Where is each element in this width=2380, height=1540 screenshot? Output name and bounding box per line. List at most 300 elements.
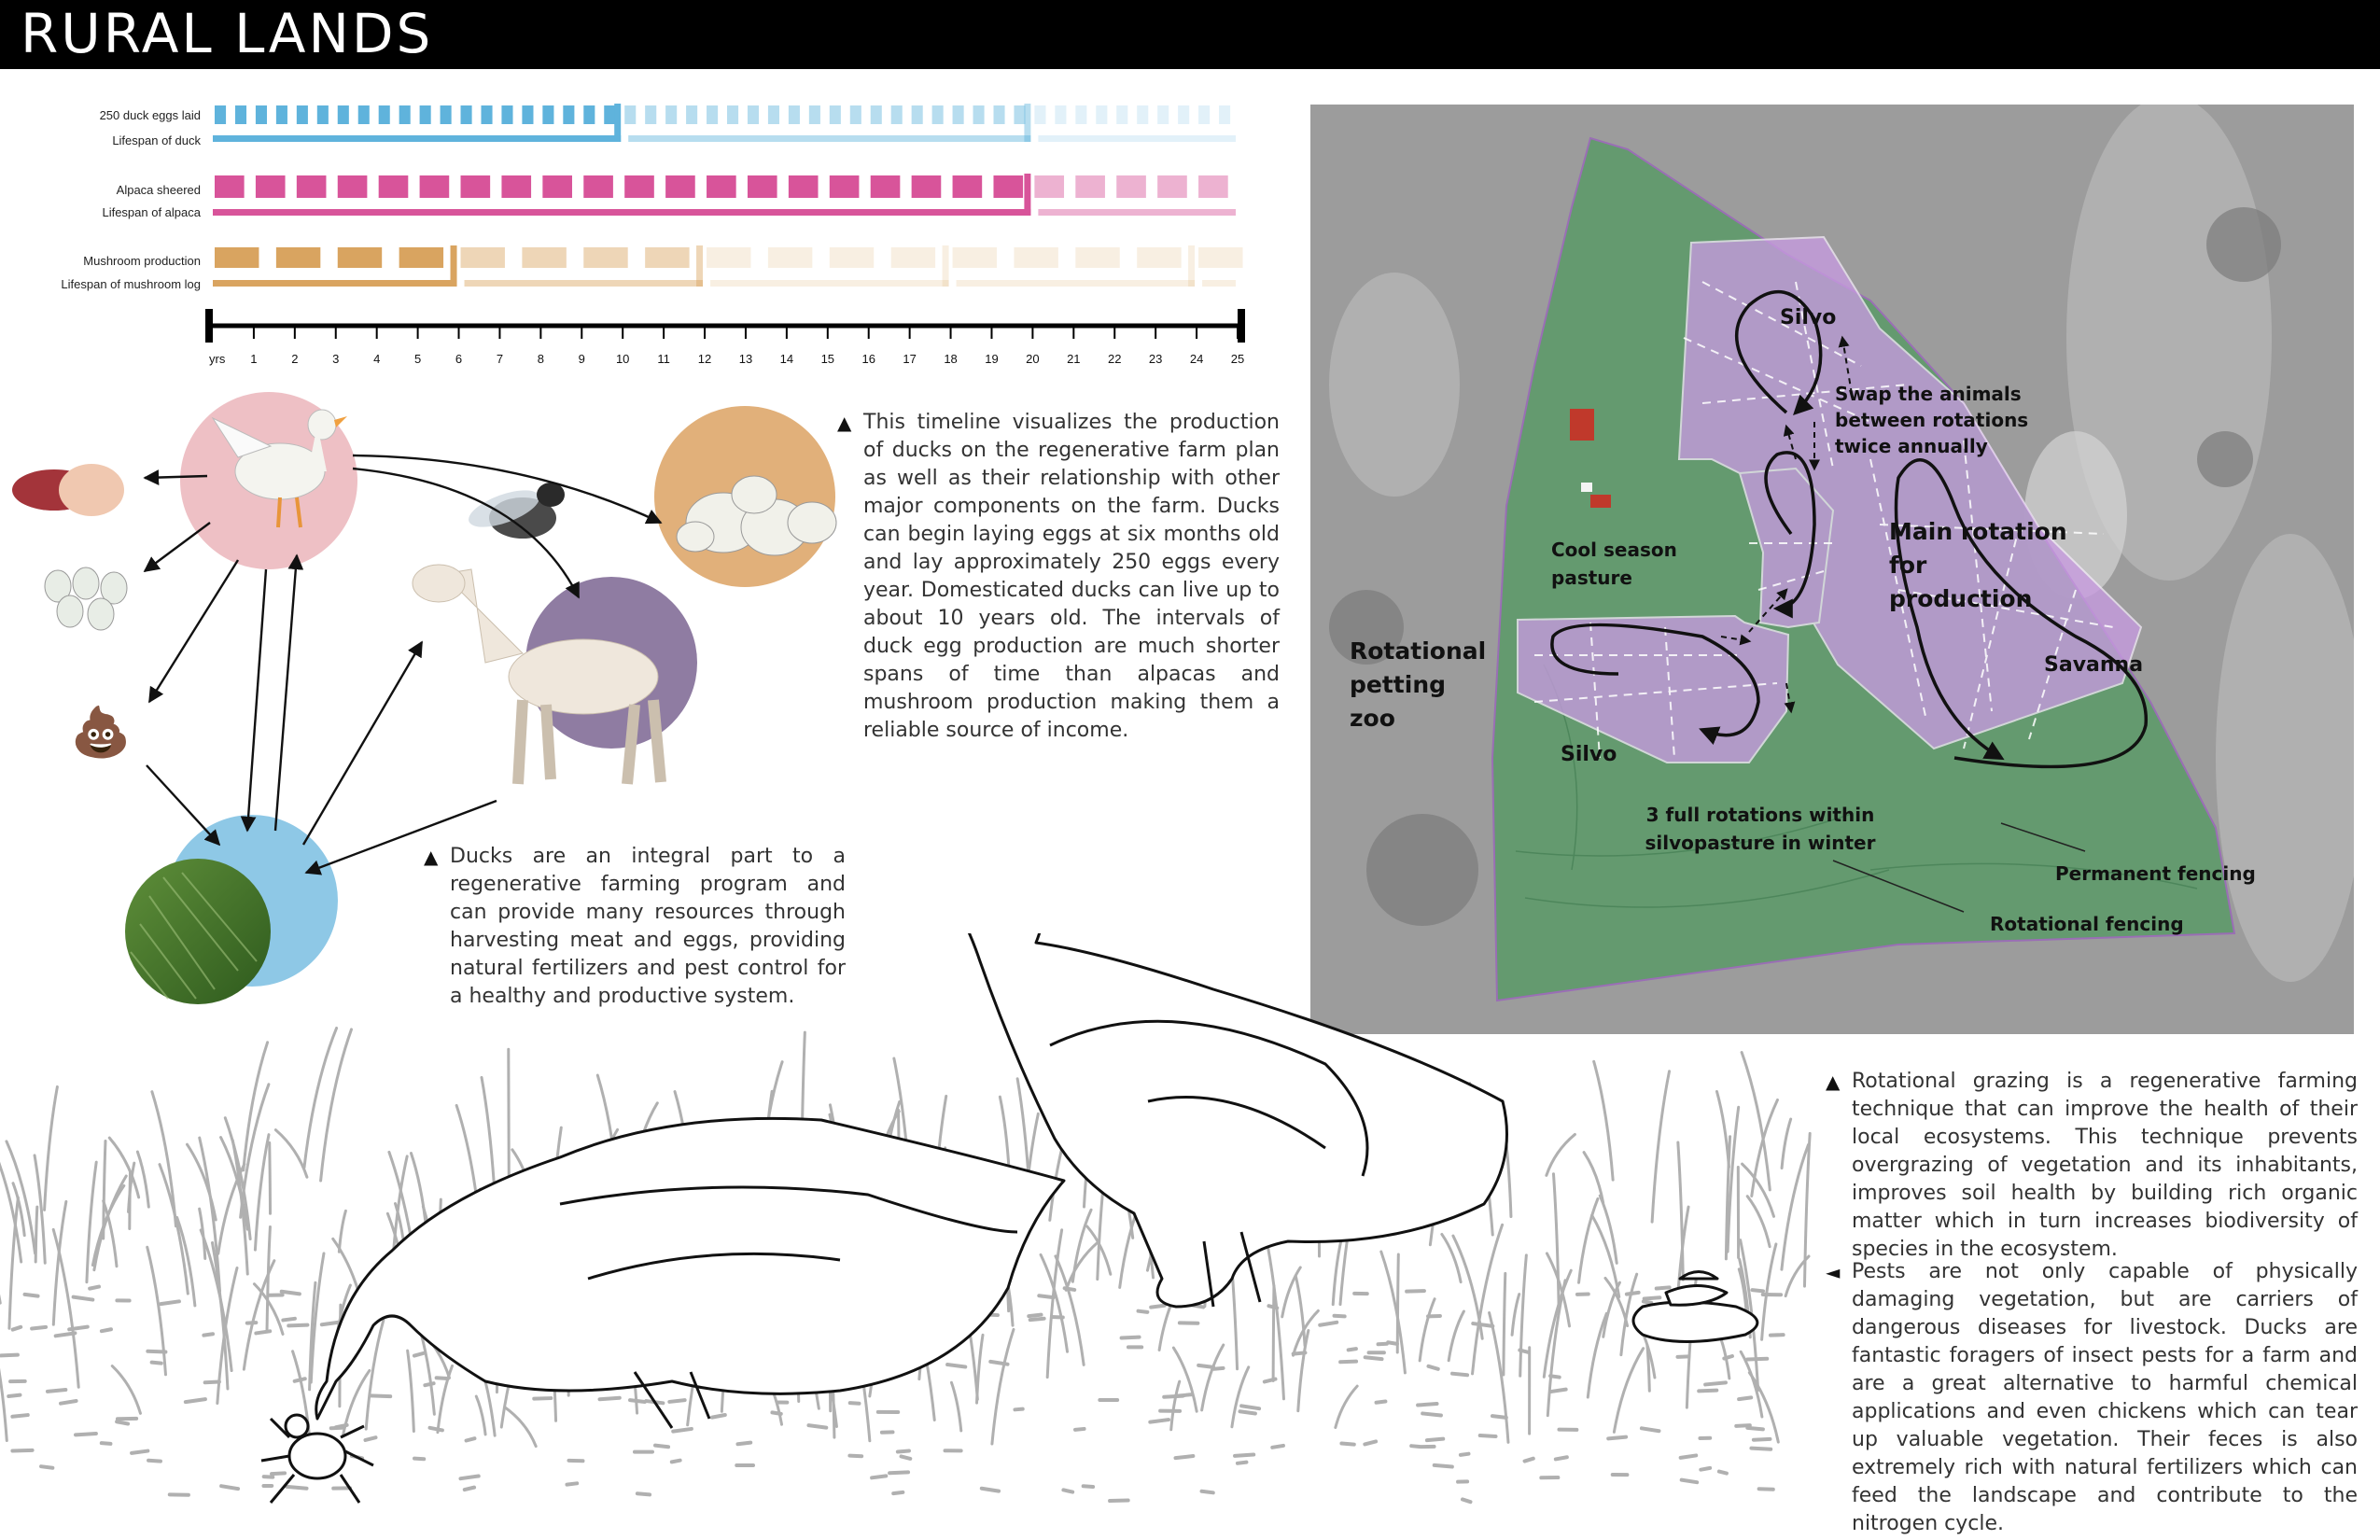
- grass-blade: [267, 1227, 270, 1330]
- ground-dash: [13, 1327, 21, 1330]
- grass-blade: [408, 1351, 414, 1431]
- grass-blade: [1449, 1311, 1463, 1361]
- grass-blade: [53, 1229, 78, 1387]
- duck-production-block: [604, 105, 615, 124]
- duck-production-block: [563, 105, 574, 124]
- duck-production-block: [481, 105, 492, 124]
- ground-dash: [1110, 1501, 1128, 1502]
- grass-blade: [1504, 1273, 1505, 1375]
- ground-dash: [102, 1329, 111, 1331]
- ground-dash: [1422, 1413, 1441, 1415]
- axis-tick-label: 2: [291, 352, 299, 366]
- ground-dash: [1645, 1297, 1660, 1298]
- ground-dash: [1418, 1404, 1436, 1406]
- duck-production-block: [707, 105, 718, 124]
- grass-blade: [1202, 1345, 1224, 1410]
- duck-lifespan-bar: [628, 135, 1030, 142]
- grass-blade: [160, 1165, 188, 1294]
- ground-dash: [1525, 1459, 1533, 1462]
- ground-dash: [322, 1323, 340, 1325]
- duck-production-block: [1219, 105, 1230, 124]
- ground-dash: [630, 1400, 645, 1402]
- ground-dash: [1550, 1376, 1560, 1377]
- mushroom-production-block: [338, 247, 382, 268]
- map-label-three-rotations: 3 full rotations within silvopasture in winter: [1645, 804, 1876, 854]
- duck-production-block: [1178, 105, 1189, 124]
- ground-dash: [1175, 1456, 1193, 1458]
- grass-blade: [200, 1209, 205, 1258]
- grass-blade: [147, 1247, 166, 1375]
- triangle-left-icon: ◄: [1826, 1261, 1841, 1283]
- ground-dash: [1519, 1351, 1529, 1352]
- axis-tick-label: 25: [1230, 352, 1245, 366]
- ground-dash: [772, 1412, 780, 1413]
- ground-dash: [1122, 1337, 1140, 1338]
- grass-blade: [505, 1407, 536, 1447]
- ground-dash: [1039, 1295, 1053, 1297]
- ground-dash: [872, 1476, 886, 1477]
- ground-dash: [808, 1425, 826, 1428]
- alpaca-production-block: [665, 175, 695, 198]
- duck-production-block: [912, 105, 923, 124]
- alpaca-production-block: [215, 175, 245, 198]
- ground-dash: [203, 1334, 213, 1335]
- ground-dash: [1550, 1390, 1565, 1392]
- ground-dash: [889, 1472, 908, 1473]
- grass-blade: [244, 1261, 274, 1369]
- grass-blade: [1000, 1097, 1009, 1173]
- ground-dash: [567, 1483, 577, 1484]
- timeline-bars: [213, 104, 1243, 287]
- grass-blade: [7, 1141, 35, 1253]
- ground-dash: [1747, 1359, 1767, 1360]
- ground-dash: [90, 1287, 99, 1289]
- alpaca-production-block: [912, 175, 942, 198]
- farm-aerial-map: [1310, 105, 2354, 1034]
- ground-dash: [287, 1487, 306, 1489]
- duck-production-block: [358, 105, 370, 124]
- mushroom-production-block: [830, 247, 874, 268]
- grass-blade: [992, 1329, 1014, 1444]
- ground-dash: [669, 1400, 684, 1402]
- ground-dash: [1435, 1465, 1452, 1467]
- meat-icon: [12, 464, 124, 516]
- axis-tick-label: 20: [1026, 352, 1040, 366]
- mushroom-lifespan-bar: [1202, 280, 1236, 287]
- ground-dash: [1150, 1420, 1169, 1422]
- ground-dash: [1272, 1446, 1283, 1448]
- alpaca-lifespan-end: [1024, 174, 1030, 216]
- alpaca-lifespan-bar: [213, 209, 1030, 216]
- ground-dash: [467, 1438, 475, 1440]
- grass-blade: [1041, 1254, 1067, 1351]
- fly-icon: [464, 483, 565, 539]
- grass-blade: [1512, 1295, 1519, 1336]
- ground-dash: [205, 1381, 219, 1382]
- duck-production-block: [583, 105, 595, 124]
- ground-dash: [1198, 1365, 1213, 1367]
- alpaca-production-block: [789, 175, 819, 198]
- duck-production-block: [850, 105, 861, 124]
- ground-dash: [1736, 1425, 1750, 1426]
- ground-dash: [12, 1415, 27, 1417]
- mushroom-lifespan-end: [943, 245, 949, 287]
- ground-dash: [1701, 1468, 1710, 1470]
- triangle-up-icon: ▲: [1826, 1071, 1841, 1093]
- label-duck-life: Lifespan of duck: [112, 133, 201, 147]
- grass-blade: [1171, 1381, 1180, 1430]
- duck-production-block: [399, 105, 411, 124]
- ground-dash: [712, 1415, 725, 1418]
- mushroom-production-block: [583, 247, 627, 268]
- triangle-up-icon: ▲: [424, 846, 439, 868]
- duck-production-block: [215, 105, 226, 124]
- alpaca-production-block: [1157, 175, 1187, 198]
- label-alpaca-life: Lifespan of alpaca: [102, 205, 201, 219]
- ground-dash: [1240, 1411, 1255, 1413]
- ground-dash: [288, 1325, 307, 1326]
- ground-dash: [161, 1301, 179, 1304]
- axis-tick-label: 9: [578, 352, 585, 366]
- grass-blade: [1442, 1234, 1461, 1281]
- grass-blade: [977, 1335, 983, 1403]
- poop-sketch: [1633, 1302, 1757, 1342]
- axis-tick-label: 19: [985, 352, 999, 366]
- ground-dash: [600, 1398, 620, 1400]
- ground-dash: [366, 1437, 376, 1440]
- mushroom-production-block: [891, 247, 935, 268]
- duck-production-block: [420, 105, 431, 124]
- ground-dash: [1627, 1293, 1639, 1295]
- ground-dash: [1, 1355, 18, 1356]
- ground-dash: [1379, 1344, 1387, 1345]
- ground-dash: [534, 1398, 551, 1399]
- ground-dash: [430, 1428, 442, 1431]
- ground-dash: [990, 1362, 1007, 1365]
- ground-dash: [186, 1399, 205, 1402]
- alpaca-production-block: [953, 175, 983, 198]
- duck-production-block: [789, 105, 800, 124]
- alpaca-production-block: [993, 175, 1023, 198]
- ground-dash: [849, 1456, 861, 1457]
- ground-dash: [1065, 1288, 1075, 1290]
- alpaca-lifespan-bar: [1038, 209, 1236, 216]
- ground-dash: [272, 1473, 285, 1474]
- mushroom-lifespan-end: [1188, 245, 1195, 287]
- grass-blade: [1397, 1254, 1398, 1352]
- mushroom-production-block: [215, 247, 259, 268]
- ground-dash: [102, 1443, 111, 1444]
- duck-production-block: [624, 105, 636, 124]
- ground-dash: [1427, 1439, 1443, 1441]
- mushroom-production-block: [768, 247, 812, 268]
- grass-blade: [1584, 1153, 1603, 1203]
- ground-dash: [1747, 1428, 1763, 1429]
- axis-tick-label: 14: [779, 352, 794, 366]
- grass-blade: [476, 1396, 485, 1435]
- mushroom-production-block: [276, 247, 320, 268]
- ground-dash: [152, 1363, 161, 1364]
- axis-tick-label: 10: [615, 352, 630, 366]
- map-label-swap: Swap the animals between rotations twice annually: [1835, 383, 2029, 457]
- grass-blade: [130, 1173, 131, 1229]
- label-alpaca-sheared: Alpaca sheered: [116, 183, 201, 197]
- ground-dash: [1452, 1374, 1467, 1376]
- ground-dash: [1341, 1444, 1353, 1445]
- axis-start-cap: [205, 309, 213, 343]
- ground-dash: [1724, 1356, 1732, 1359]
- axis-tick-label: 13: [738, 352, 753, 366]
- alpaca-production-block: [1116, 175, 1146, 198]
- ground-dash: [69, 1327, 88, 1330]
- mushroom-production-block: [461, 247, 505, 268]
- alpaca-production-block: [1075, 175, 1105, 198]
- ground-dash: [41, 1466, 52, 1468]
- grass-blade: [0, 1328, 7, 1441]
- ground-dash: [414, 1353, 424, 1356]
- map-label-savanna: Savanna: [2044, 653, 2144, 677]
- ground-dash: [295, 1379, 305, 1381]
- duck-production-block: [686, 105, 697, 124]
- duck-production-block: [768, 105, 779, 124]
- duck-production-block: [1014, 105, 1025, 124]
- alpaca-production-block: [297, 175, 327, 198]
- axis-tick-label: 1: [250, 352, 258, 366]
- ground-dash: [1063, 1490, 1072, 1491]
- mushroom-production-block: [1014, 247, 1057, 268]
- map-label-silvo-bottom: Silvo: [1561, 743, 1617, 766]
- ground-dash: [1752, 1290, 1763, 1291]
- grass-blade: [1553, 1174, 1559, 1309]
- duck-production-block: [973, 105, 985, 124]
- duck-production-block: [1116, 105, 1127, 124]
- ground-dash: [982, 1489, 999, 1491]
- ground-dash: [1388, 1342, 1397, 1344]
- duck-production-block: [379, 105, 390, 124]
- ground-dash: [256, 1331, 270, 1333]
- ground-dash: [1699, 1391, 1716, 1392]
- duck-production-block: [1034, 105, 1045, 124]
- grass-blade: [1782, 1119, 1791, 1168]
- ground-dash: [1320, 1323, 1337, 1325]
- ground-dash: [1214, 1368, 1224, 1369]
- ground-dash: [117, 1421, 128, 1423]
- label-mushroom-life: Lifespan of mushroom log: [61, 277, 201, 291]
- duck-production-block: [727, 105, 738, 124]
- ground-dash: [132, 1451, 147, 1453]
- ground-dash: [1139, 1311, 1148, 1312]
- map-label-permanent-fencing: Permanent fencing: [2055, 862, 2256, 885]
- axis-tick-label: 17: [903, 352, 917, 366]
- grass-blade: [1381, 1252, 1406, 1373]
- triangle-up-icon: ▲: [837, 412, 852, 434]
- grass-blade: [1747, 1197, 1770, 1247]
- ground-dash: [425, 1383, 433, 1385]
- label-mushroom-prod: Mushroom production: [83, 254, 201, 268]
- axis-tick-label: 18: [944, 352, 958, 366]
- ground-dash: [221, 1486, 238, 1489]
- duck-lifespan-bar: [213, 135, 621, 142]
- mushroom-production-block: [707, 247, 750, 268]
- grass-blade: [1614, 1349, 1643, 1433]
- ground-dash: [902, 1456, 911, 1458]
- ground-dash: [1377, 1402, 1386, 1403]
- duck-production-block: [645, 105, 656, 124]
- ground-dash: [1365, 1357, 1382, 1359]
- duck-production-block: [748, 105, 759, 124]
- duck-production-block: [1157, 105, 1169, 124]
- grass-blade: [1520, 1255, 1527, 1376]
- ground-dash: [1556, 1457, 1567, 1459]
- alpaca-production-block: [542, 175, 572, 198]
- ground-dash: [1241, 1406, 1259, 1408]
- grass-blade: [1716, 1091, 1729, 1167]
- ground-dash: [1463, 1499, 1471, 1502]
- page-header: [0, 0, 2380, 69]
- grass-blade: [35, 1207, 37, 1262]
- ground-dash: [1265, 1379, 1276, 1382]
- ground-dash: [1202, 1491, 1213, 1493]
- axis-tick-label: 4: [373, 352, 381, 366]
- alpaca-production-block: [461, 175, 491, 198]
- map-label-cool-season: Cool season pasture: [1551, 539, 1677, 589]
- grass-blade: [270, 1142, 271, 1213]
- ground-dash: [1349, 1349, 1356, 1350]
- mushroom-production-block: [522, 247, 566, 268]
- map-label-silvo-top: Silvo: [1780, 306, 1837, 329]
- axis-tick-label: 5: [413, 352, 422, 366]
- ground-dash: [76, 1434, 96, 1435]
- ground-dash: [1705, 1382, 1726, 1384]
- duck-production-block: [317, 105, 329, 124]
- timeline-axis: [205, 309, 1245, 366]
- ground-dash: [1335, 1316, 1345, 1317]
- ground-dash: [1759, 1489, 1773, 1490]
- mushroom-production-block: [399, 247, 443, 268]
- alpaca-production-block: [707, 175, 736, 198]
- duck-lifespan-bar: [1038, 135, 1236, 142]
- mushroom-production-block: [1075, 247, 1119, 268]
- grass-blade: [112, 1366, 140, 1414]
- grass-blade: [1579, 1198, 1598, 1282]
- duck-production-block: [1096, 105, 1107, 124]
- ground-dash: [1480, 1435, 1496, 1436]
- grass-blade: [137, 1152, 148, 1207]
- ground-dash: [1681, 1455, 1697, 1457]
- grass-blade: [244, 1043, 268, 1170]
- mushroom-production-block: [1137, 247, 1181, 268]
- axis-tick-label: 15: [820, 352, 835, 366]
- duck-production-block: [830, 105, 841, 124]
- axis-unit-label: yrs: [209, 352, 226, 366]
- axis-tick-label: 22: [1108, 352, 1122, 366]
- mushroom-lifespan-bar: [957, 280, 1196, 287]
- ground-dash: [48, 1390, 65, 1392]
- grass-blade: [951, 1382, 960, 1431]
- grass-blade: [1336, 1386, 1357, 1427]
- eggs-icon: [45, 567, 127, 630]
- grass-blade: [53, 1201, 66, 1324]
- mushroom-lifespan-bar: [213, 280, 457, 287]
- duck-production-block: [522, 105, 533, 124]
- mushroom-lifespan-end: [696, 245, 703, 287]
- production-timeline: [0, 75, 1251, 373]
- ground-dash: [947, 1365, 965, 1366]
- grass-blade: [1047, 1230, 1061, 1378]
- grass-blade: [45, 1086, 58, 1210]
- ground-dash: [1235, 1455, 1253, 1456]
- page-title: RURAL LANDS: [21, 2, 434, 65]
- alpaca-production-block: [830, 175, 860, 198]
- ground-dash: [1644, 1301, 1651, 1302]
- ground-dash: [737, 1443, 750, 1445]
- duck-production-block: [993, 105, 1004, 124]
- grass-blade: [1232, 1367, 1249, 1427]
- duck-production-block: [953, 105, 964, 124]
- ground-dash: [1682, 1480, 1698, 1483]
- axis-tick-label: 23: [1148, 352, 1163, 366]
- axis-tick-label: 6: [455, 352, 463, 366]
- beetle-sketch: [289, 1434, 345, 1478]
- grass-blade: [1594, 1061, 1613, 1180]
- alpaca-production-block: [748, 175, 777, 198]
- axis-tick-label: 11: [657, 352, 670, 366]
- ground-dash: [414, 1459, 424, 1460]
- duck-production-block: [1055, 105, 1066, 124]
- ground-dash: [437, 1378, 448, 1379]
- axis-tick-label: 24: [1189, 352, 1204, 366]
- map-label-petting-zoo: Rotational petting zoo: [1350, 637, 1487, 732]
- ground-dash: [8, 1395, 20, 1396]
- axis-tick-label: 3: [332, 352, 340, 366]
- ground-dash: [12, 1450, 32, 1451]
- ground-dash: [147, 1351, 165, 1352]
- alpaca-production-block: [583, 175, 613, 198]
- mushroom-lifespan-bar: [465, 280, 704, 287]
- ground-dash: [1473, 1323, 1492, 1326]
- duck-production-block: [501, 105, 512, 124]
- map-label-main-rotation: Main rotation for production: [1889, 518, 2067, 612]
- duck-production-block: [461, 105, 472, 124]
- ground-dash: [1029, 1315, 1041, 1316]
- ground-dash: [673, 1429, 692, 1432]
- map-label-rotational-fencing: Rotational fencing: [1990, 913, 2184, 935]
- pests-paragraph: ◄ Pests are not only capable of physically damaging vegetation, but are carriers of dangerous diseases for livestock. Ducks are fantastic foragers of insect pests for a farm and are a great alternative to harmful chemical applications and even chickens which can tear up valuable vegetation. Their feces is also extremely rich with natural fertilizers which can feed the landscape and contribute to the nitrogen cycle.: [1826, 1260, 2358, 1535]
- ground-dash: [1015, 1409, 1022, 1410]
- ducks-integral-paragraph: ▲ Ducks are an integral part to a regenerative farming program and can provide many resources through harvesting meat and eggs, providing natural fertilizers and pest control for a healthy and productive system.: [424, 845, 846, 1008]
- duck-production-block: [542, 105, 553, 124]
- ground-dash: [1030, 1319, 1044, 1320]
- axis-end-cap: [1238, 309, 1245, 343]
- axis-tick-label: 8: [537, 352, 544, 366]
- label-duck-eggs: 250 duck eggs laid: [99, 108, 201, 122]
- grass-blade: [321, 1029, 352, 1181]
- mushroom-production-block: [1198, 247, 1242, 268]
- duck-production-block: [276, 105, 287, 124]
- duck-production-block: [338, 105, 349, 124]
- alpaca-production-block: [256, 175, 286, 198]
- mushroom-production-block: [953, 247, 997, 268]
- ground-dash: [371, 1395, 390, 1396]
- ground-dash: [893, 1492, 903, 1493]
- ground-dash: [1642, 1428, 1659, 1431]
- ground-dash: [283, 1319, 295, 1321]
- ground-dash: [1294, 1352, 1306, 1353]
- duck-production-block: [235, 105, 246, 124]
- alpaca-production-block: [420, 175, 450, 198]
- axis-tick-label: 12: [697, 352, 712, 366]
- axis-tick-label: 16: [861, 352, 875, 366]
